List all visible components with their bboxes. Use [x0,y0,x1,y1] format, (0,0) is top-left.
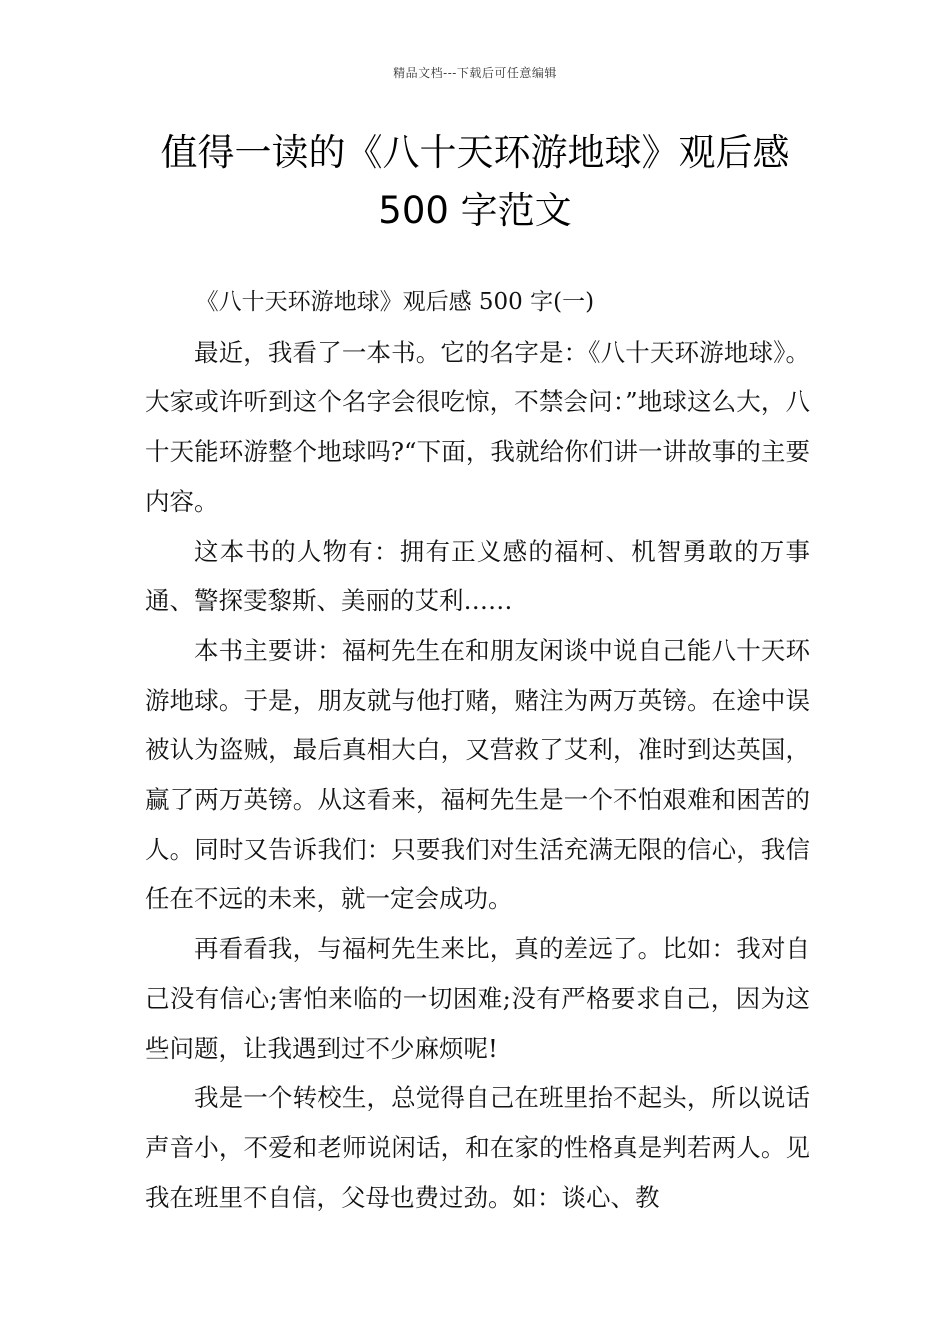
document-title [100,124,850,240]
paragraph-1: 最近，我看了一本书。它的名字是：《八十天环游地球》。大家或许听到这个名字会很吃惊，不禁会问：”地球这么大，八十天能环游整个地球吗?“下面，我就给你们讲一讲故事的主要内容。 [145,337,810,516]
document-body [145,278,810,1222]
header-note: 精品文档---下载后可任意编辑 [393,66,557,80]
title-line-1: 值得一读的《八十天环游地球》观后感 [160,131,790,174]
paragraph-5: 我是一个转校生，总觉得自己在班里抬不起头，所以说话声音小，不爱和老师说闲话，和在家的性格真是判若两人。见我在班里不自信，父母也费过劲。如：谈心、教 [145,1083,810,1212]
title-line-2: 500 字范文 [378,189,572,232]
paragraph-4: 再看看我，与福柯先生来比，真的差远了。比如：我对自己没有信心;害怕来临的一切困难;没有严格要求自己，因为这些问题，让我遇到过不少麻烦呢! [145,934,810,1063]
section-heading: 《八十天环游地球》观后感 500 字(一) [195,289,595,315]
paragraph-3: 本书主要讲：福柯先生在和朋友闲谈中说自己能八十天环游地球。于是，朋友就与他打赌，赌注为两万英镑。在途中误被认为盗贼，最后真相大白，又营救了艾利，准时到达英国，赢了两万英镑。从这看来，福柯先生是一个不怕艰难和困苦的人。同时又告诉我们：只要我们对生活充满无限的信心，我信任在不远的未来，就一定会成功。 [145,635,810,914]
paragraph-2: 这本书的人物有：拥有正义感的福柯、机智勇敢的万事通、警探雯黎斯、美丽的艾利…… [145,536,810,616]
